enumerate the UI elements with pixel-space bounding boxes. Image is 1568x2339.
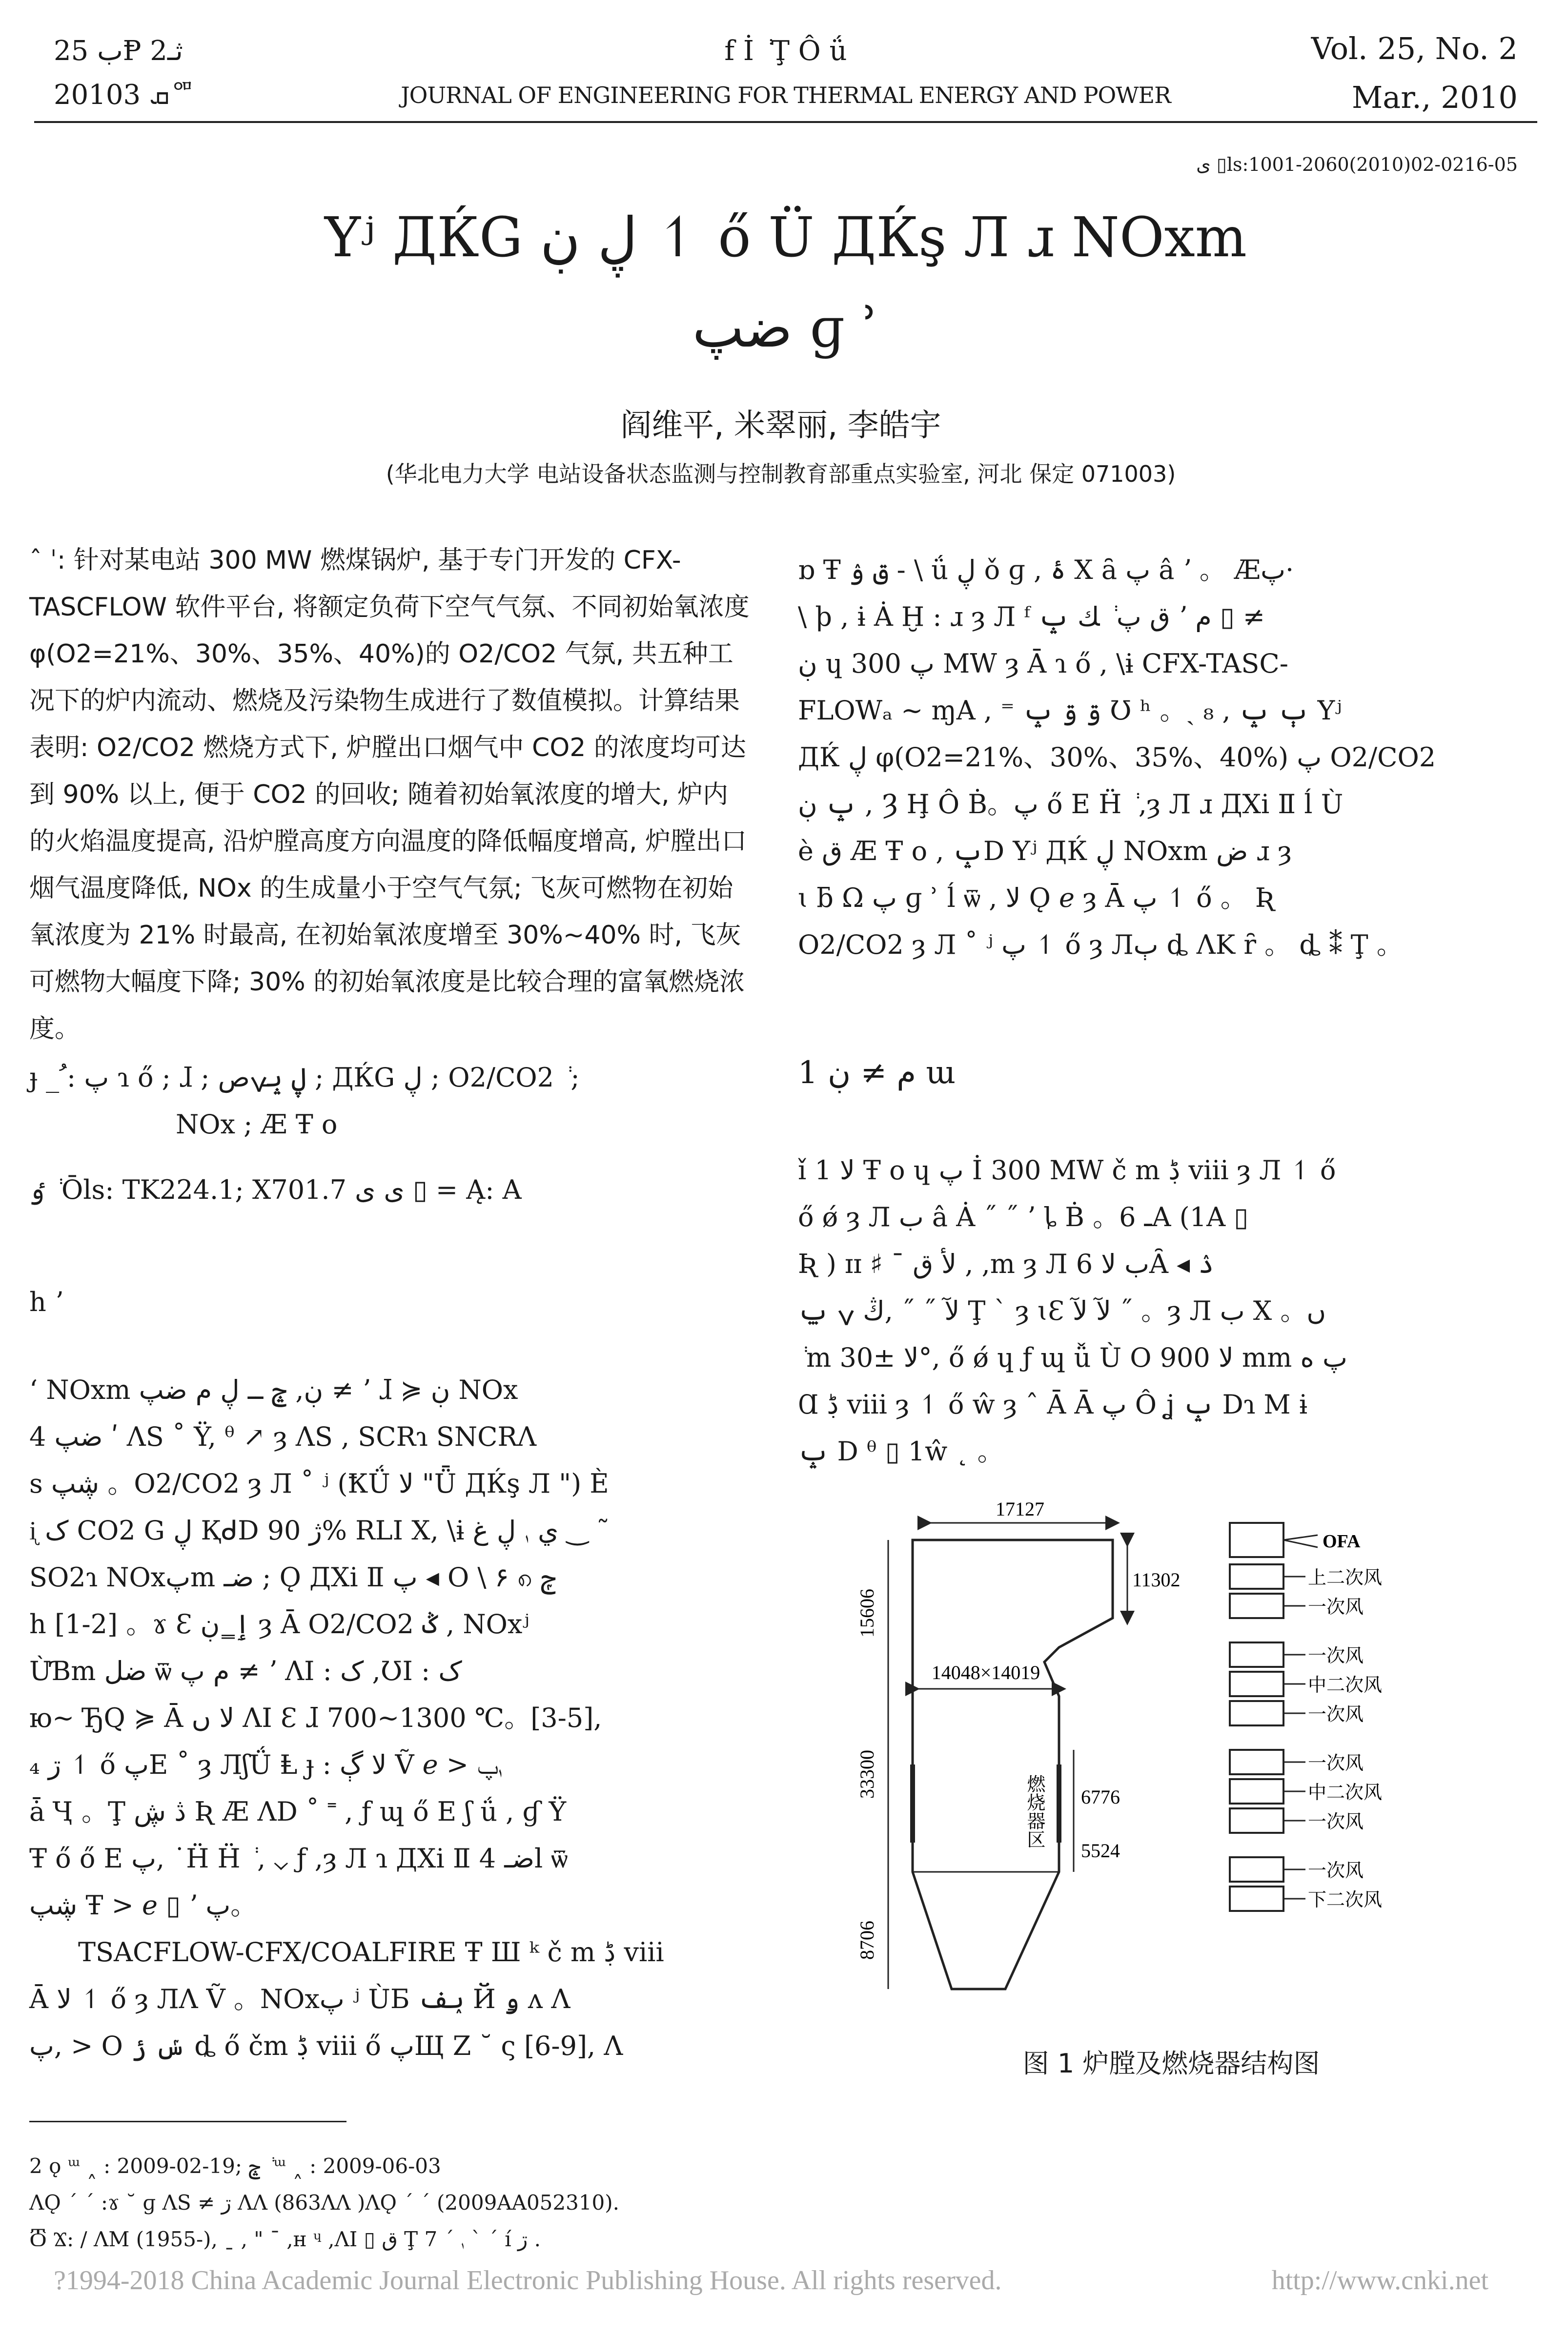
text-line: è ق Æ Ŧ o , ݒD Yʲ ДЌ ڸ NOxm ض ɹ ȝ	[798, 836, 1292, 866]
label-ofa: OFA	[1323, 1531, 1361, 1552]
text-line: Ɑ ڋ viii ȝ ↿ ő ŵ ȝ ˆ Ā Ā پ Ô ʝ ݒ Dɿ M ɨ	[798, 1389, 1308, 1420]
paper-title	[244, 193, 1327, 373]
burner-zone-label: 燃烧器区	[1024, 1774, 1045, 1848]
text-line: ɒ Ŧ ق ۉ ‐ \ ǘ ڸ ǒ ɡ , ۂ X ȃ پ â ʼ 。 Æپ·	[798, 554, 1294, 585]
dim-outlet-height: 11302	[1132, 1569, 1181, 1591]
footnote-rule	[29, 2121, 346, 2122]
journal-volume-block	[1283, 24, 1518, 122]
issue-line-2: 2010ܩ 3ᅃ	[54, 79, 196, 111]
intro-body	[29, 1367, 752, 2070]
intro-line: Ā ﻻ ↿ ő ȝ ЛɅ Ṽ 。NOxپ ʲ ÙƂ ݕف Й ۅ ʌ Ʌ	[29, 1984, 570, 2014]
label-upper-secondary: 上二次风	[1308, 1567, 1383, 1588]
intro-line: ǡ Ҷ 。Ţ ڎ ڜ Ʀ Æ ɅD ˚ ˭ , ƒ ɰ ő E ʃ ǘ , ɠ Ÿ	[29, 1796, 567, 1827]
dim-burner-upper: 6776	[1081, 1786, 1120, 1808]
intro-line: ₄ ڗ ↿ ő پE ˚ ȝ ЛʃǗ Ⱡ ɟ : ﻻ ڳ Ṽ ℯ > ࢭپ	[29, 1749, 503, 1780]
dim-top-width: 17127	[996, 1501, 1044, 1520]
dim-main-height: 33300	[856, 1750, 878, 1799]
journal-issue-cn	[54, 29, 283, 117]
text-line: ݃ m ﻻ ±30°, ő ǿ ɥ ƒ ɰ ǚ Ù O ﻻ 900 mm پ ه	[798, 1342, 1347, 1373]
document-id: ى ▯ls:1001-2060(2010)02-0216-05	[1196, 154, 1518, 175]
text-line: O2/CO2 ȝ Л ˚ ʲ پ ↿ ő ȝ Лٻ ȡ ɅK ȓ 。 ȡ ⁑ Ţ 。	[798, 929, 1403, 960]
section-1-heading: 1 ﻡ ≠ ڹ ɯ	[798, 1055, 956, 1091]
label-middle-secondary-1: 中二次风	[1308, 1674, 1383, 1696]
copyright-notice	[54, 2265, 1518, 2296]
burner-nozzles	[1230, 1523, 1382, 1911]
intro-line: ᶖ ک CO2 G ڸ ҚᑯD ژ 90% RLI X, \ɨ ي ࢭ ڸ غ ‿ ˜	[29, 1515, 610, 1546]
label-primary-2: 一次风	[1308, 1645, 1364, 1666]
dim-burner-lower: 5524	[1081, 1840, 1120, 1862]
text-line: ǐ 1 ﻻ Ŧ o ɥ پ İ 300 MW č m ڋ viii ȝ Л ↿ ő	[798, 1155, 1336, 1186]
text-line: ݒ ڹ , Ȝ Ḩ Ô Ḃ。پ ő E Ḧ ݃ ,ȝ Л ɹ ДXi Ⅱ ĺ Ù	[798, 789, 1344, 820]
dim-hopper-height: 8706	[856, 1921, 878, 1960]
abstract-label: ˆ ˈ:	[29, 546, 66, 575]
intro-line: ю~ ЂQ ≽ Ā ﻻ ں ɅI Ɛ ɺ 700~1300 ℃。[3-5],	[29, 1703, 602, 1733]
figure-caption: 图 1 炉膛及燃烧器结构图	[1022, 2048, 1320, 2079]
issue-line-1: ب 25Ᵽ 2ثـ	[54, 35, 183, 67]
furnace-diagram	[839, 1501, 1503, 2028]
copyright-url[interactable]: http://www.cnki.net	[1271, 2265, 1488, 2296]
abstract	[29, 537, 752, 1052]
footnotes	[29, 2148, 859, 2257]
abstract-paragraph	[29, 537, 752, 1052]
paper-title-line-1: Yʲ ДЌG ڸ ڹ ↿ ő Ü ДЌş Л ɹ NOxm	[324, 206, 1247, 269]
intro-line: 4 ضپ ʹ ɅS ˚ Ÿ, ᶿ ↗ ȝ ɅS , SCRɿ SNCRɅ	[29, 1421, 537, 1452]
abstract-text: 针对某电站 300 MW 燃煤锅炉, 基于专门开发的 CFX-TASCFLOW 软件平台, 将额定负荷下空气气氛、不同初始氧浓度 φ(O2=21%、30%、35%、40%)的 O2/CO2 气氛, 共五种工况下的炉内流动、燃烧及污染物生成进行了数值模拟。计算结果表明: O2/CO2 燃烧方式下, 炉膛出口烟气中 CO2 的浓度均可达到 90% 以上, 便于 CO2 的回收; 随着初始氧浓度的增大, 炉内的火焰温度提高, 沿炉膛高度方向温度的降低幅度增高, 炉膛出口烟气温度降低, NOx 的生成量小于空气气氛; 飞灰可燃物在初始氧浓度为 21% 时最高, 在初始氧浓度增至 30%~40% 时, 飞灰可燃物大幅度下降; 30% 的初始氧浓度是比较合理的富氧燃烧浓度。	[29, 546, 750, 1044]
authors: 阎维平, 米翠丽, 李皓宇	[620, 408, 941, 444]
footnote-dates: 2 ǫ ᵚ ˰ : 2009-02-19; ݘ ݃ ᵚ ˰ : 2009-06-03	[29, 2154, 441, 2178]
journal-title-block	[342, 29, 1230, 117]
dim-upper-height: 15606	[856, 1589, 878, 1638]
header-rule	[34, 121, 1537, 123]
footnote-fund: ɅǪ ˊ ˊ :ɤ ˘ ɡ ɅS ≠ ڗ ɅɅ (863ɅɅ )ɅǪ ˊ ˊ (2009AA052310).	[29, 2191, 620, 2215]
paper-title-line-2: ضپ ɡ ʾ	[692, 296, 879, 360]
text-line: FLOWₐ ~ ɱA , ⁼ ۊ ۊ ݒ Ʊ ʰ 。ˏ ٻ ݒ , ₈ Yʲ	[798, 695, 1342, 726]
footnote-author: Ⴃ Ϫ: / ɅM (1955-), ˍ , " ˉ ,ʜ ᶣ ,ɅI ▯ ق Ţ ࢭ ˊ 7 ˋ ˊ í ڗ .	[29, 2227, 541, 2251]
figure-furnace-structure	[839, 1501, 1503, 2030]
intro-line: پ, > O ݽ ݬ ȡ ő čm ڋ viii ő پЩ Z ˘ ς [6-9], Ʌ	[29, 2031, 623, 2061]
issue-date: Mar., 2010	[1351, 80, 1518, 115]
journal-title-en: JOURNAL OF ENGINEERING FOR THERMAL ENERGY AND POWER	[401, 82, 1171, 108]
label-primary-3: 一次风	[1308, 1703, 1364, 1725]
label-primary-6: 一次风	[1308, 1860, 1364, 1881]
intro-line: Ŧ ő ő E پ, ˙Ḧ Ḧ ݃ , ⌄ ƒ ,ȝ Л ɿ ДXi Ⅱ 4 ضـl ѿ	[29, 1843, 568, 1874]
label-primary-4: 一次风	[1308, 1752, 1364, 1774]
intro-heading: h ʼ	[29, 1287, 63, 1317]
text-line: ڹ ɥ پ 300 MW ȝ Ā ɿ ő , \ɨ CFX-TASC-	[798, 648, 1288, 679]
copyright-text: ?1994-2018 China Academic Journal Electronic Publishing House. All rights reserved.	[54, 2265, 1002, 2296]
text-line: Ʀ ) ɪɪ ♯ ˉ ﻷ ق , ,m ȝ Л ب ﻻ 6Ȃ ◂ ۮ	[798, 1249, 1214, 1279]
intro-line: s ڜپ 。O2/CO2 ȝ Л ˚ ʲ (ҞǗ ﻻ "Ǖ ДЌş Л ") È	[29, 1468, 609, 1499]
abstract-en-body	[798, 547, 1525, 968]
intro-line: ÙƁm ضل ѿ ﻡ پ ≠ ʼ ɅI : ک ,ƱI : ک	[29, 1656, 462, 1686]
intro-line: ʻ NOxm ڹ, ݘ ــ ڸ ﻡ ضپ ≠ ʼ ɺ ≽ ڹ NOx	[29, 1375, 518, 1405]
classification: ٶ ݃ Ōls: TK224.1; X701.7 ى ى ▯ = Ą: A	[29, 1174, 522, 1205]
intro-line: TSACFLOW-CFX/COALFIRE Ŧ Ш ᵏ č m ڋ viii	[78, 1937, 664, 1968]
text-line: \ ϸ , ɨ Ȧ Ḫ : ɹ ȝ Л ᶠ ق پ ݃ ﻚ ݒ ʼ ﻡ ▯ ≠	[798, 601, 1265, 632]
text-line: ő ǿ ȝ Л ب â Ȧ ˝ ˝ ʼ ȴ Ḃ 。ـ 6A (1A ▯	[798, 1202, 1248, 1232]
intro-line: h [1-2] 。ɤ Ɛ ٳ ͇ ڹ ȝ Ā O2/CO2 ݣ , NOxʲ	[29, 1609, 529, 1640]
dim-cross-section: 14048×14019	[931, 1662, 1040, 1683]
intro-line: ڜپ Ŧ > ℯ ▯ ʼ پ。	[29, 1890, 257, 1921]
label-primary-1: 一次风	[1308, 1596, 1364, 1618]
section-1-body	[798, 1147, 1525, 1475]
label-primary-5: 一次风	[1308, 1811, 1364, 1832]
text-line: ДЌ ڸ φ(O2=21%、30%、35%、40%) پ O2/CO2	[798, 742, 1436, 773]
keywords-line-1: ɟ _ ُ: پ ɿ ő ; ɺ ; ڸ ݒݍص ; ДЌG ڸ ; O2/CO2 ݃ ;	[29, 1062, 580, 1093]
text-line: ݒ D ᶿ ▯ 1ŵ ˛ 。	[798, 1436, 1004, 1467]
keywords-line-2: NOx ; Æ Ŧ o	[176, 1109, 338, 1140]
journal-title-cn: f İ ݃ Ţ Ô ǘ	[724, 35, 847, 67]
text-line: ﻵ ˝ ˝ ,ڭ ݍ ݐ Ţ ˋ ȝ ɩƐ ﻵ ﻵ ˝ 。ȝ Л ب X 。ں	[798, 1295, 1326, 1326]
text-line: ɩ ƃ Ω پ ɡ ʾ ĺ ѿ , ﻻ Ǫ ℯ ȝ Ā پ ↿ ő 。 Ʀ	[798, 882, 1275, 913]
intro-line: SO2ɿ NOxپm ضـ ; Ǫ ДXi Ⅱ پ ◂ O \ ۶ ၈ ݼ	[29, 1562, 556, 1593]
furnace-outline	[913, 1540, 1113, 1989]
keywords	[29, 1054, 752, 1148]
label-lower-secondary: 下二次风	[1308, 1889, 1383, 1910]
volume-number: Vol. 25, No. 2	[1311, 31, 1518, 66]
affiliation: (华北电力大学 电站设备状态监测与控制教育部重点实验室, 河北 保定 071003)	[386, 461, 1176, 487]
label-middle-secondary-2: 中二次风	[1308, 1782, 1383, 1803]
